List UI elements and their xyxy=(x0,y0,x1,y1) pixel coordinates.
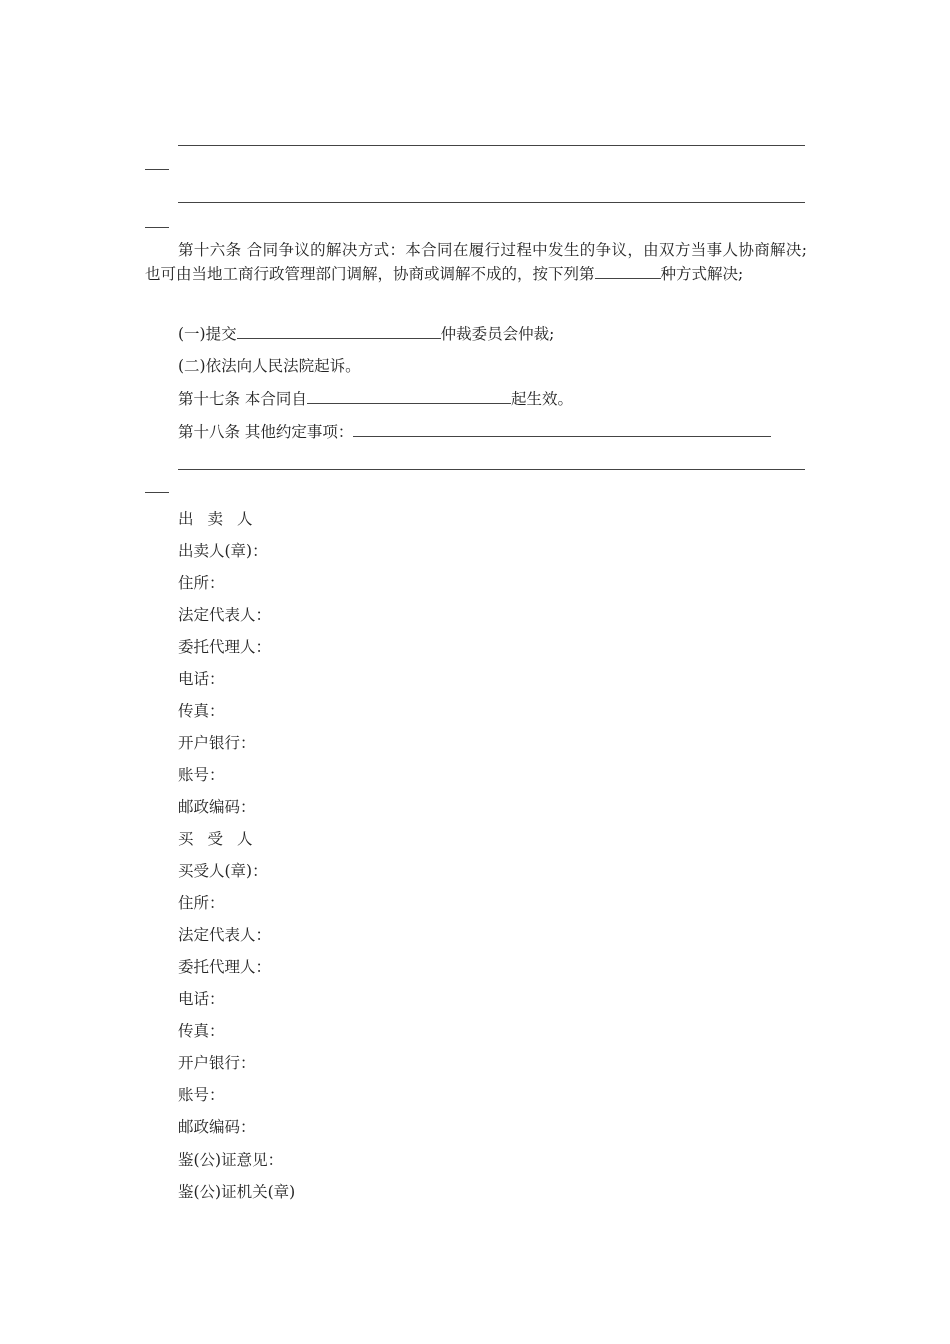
fill-blank-effective-date[interactable] xyxy=(307,389,511,404)
notary-authority-field: 鉴(公)证机关(章) xyxy=(178,1183,296,1201)
blank-rule-continuation xyxy=(145,169,169,170)
blank-rule-continuation xyxy=(145,492,169,493)
buyer-account-field: 账号： xyxy=(178,1086,225,1104)
article-16 xyxy=(145,238,807,286)
blank-rule xyxy=(178,145,805,146)
buyer-heading: 买受人 xyxy=(178,830,267,848)
seller-agent-field: 委托代理人： xyxy=(178,638,272,656)
seller-legal-rep-field: 法定代表人： xyxy=(178,606,272,624)
fill-blank-arbitration-committee[interactable] xyxy=(237,324,441,339)
article-17-before: 第十七条 本合同自 xyxy=(178,390,307,408)
buyer-bank-field: 开户银行： xyxy=(178,1054,256,1072)
article-18 xyxy=(178,422,771,442)
blank-rule xyxy=(178,469,805,470)
buyer-fax-field: 传真： xyxy=(178,1022,225,1040)
buyer-agent-field: 委托代理人： xyxy=(178,958,272,976)
article-16-lead: 第十六条 合同争议的解决方式：本合同在履行过程中发生的争议，由双方当事人协商解决;也可由当地工商行政管理部门调解，协商或调解不成的，按下列第 xyxy=(145,241,807,283)
article-17 xyxy=(178,389,573,409)
dispute-option-2: (二)依法向人民法院起诉。 xyxy=(178,357,361,375)
option-1-after: 仲裁委员会仲裁; xyxy=(440,325,555,343)
article-16-tail: 种方式解决; xyxy=(660,265,744,283)
seller-phone-field: 电话： xyxy=(178,670,225,688)
dispute-option-1 xyxy=(178,324,554,344)
seller-fax-field: 传真： xyxy=(178,702,225,720)
seller-bank-field: 开户银行： xyxy=(178,734,256,752)
option-1-before: (一)提交 xyxy=(178,325,237,343)
fill-blank-other-terms[interactable] xyxy=(353,422,771,437)
seller-account-field: 账号： xyxy=(178,766,225,784)
article-18-label: 第十八条 其他约定事项： xyxy=(178,423,354,441)
notary-opinion-field: 鉴(公)证意见： xyxy=(178,1151,284,1169)
buyer-postcode-field: 邮政编码： xyxy=(178,1118,256,1136)
seller-heading: 出卖人 xyxy=(178,510,267,528)
buyer-phone-field: 电话： xyxy=(178,990,225,1008)
blank-rule xyxy=(178,202,805,203)
buyer-seal-field: 买受人(章)： xyxy=(178,862,268,880)
seller-postcode-field: 邮政编码： xyxy=(178,798,256,816)
seller-address-field: 住所： xyxy=(178,574,225,592)
buyer-legal-rep-field: 法定代表人： xyxy=(178,926,272,944)
seller-seal-field: 出卖人(章)： xyxy=(178,542,268,560)
article-17-after: 起生效。 xyxy=(510,390,573,408)
fill-blank-method-number[interactable] xyxy=(595,264,661,279)
blank-rule-continuation xyxy=(145,227,169,228)
buyer-address-field: 住所： xyxy=(178,894,225,912)
